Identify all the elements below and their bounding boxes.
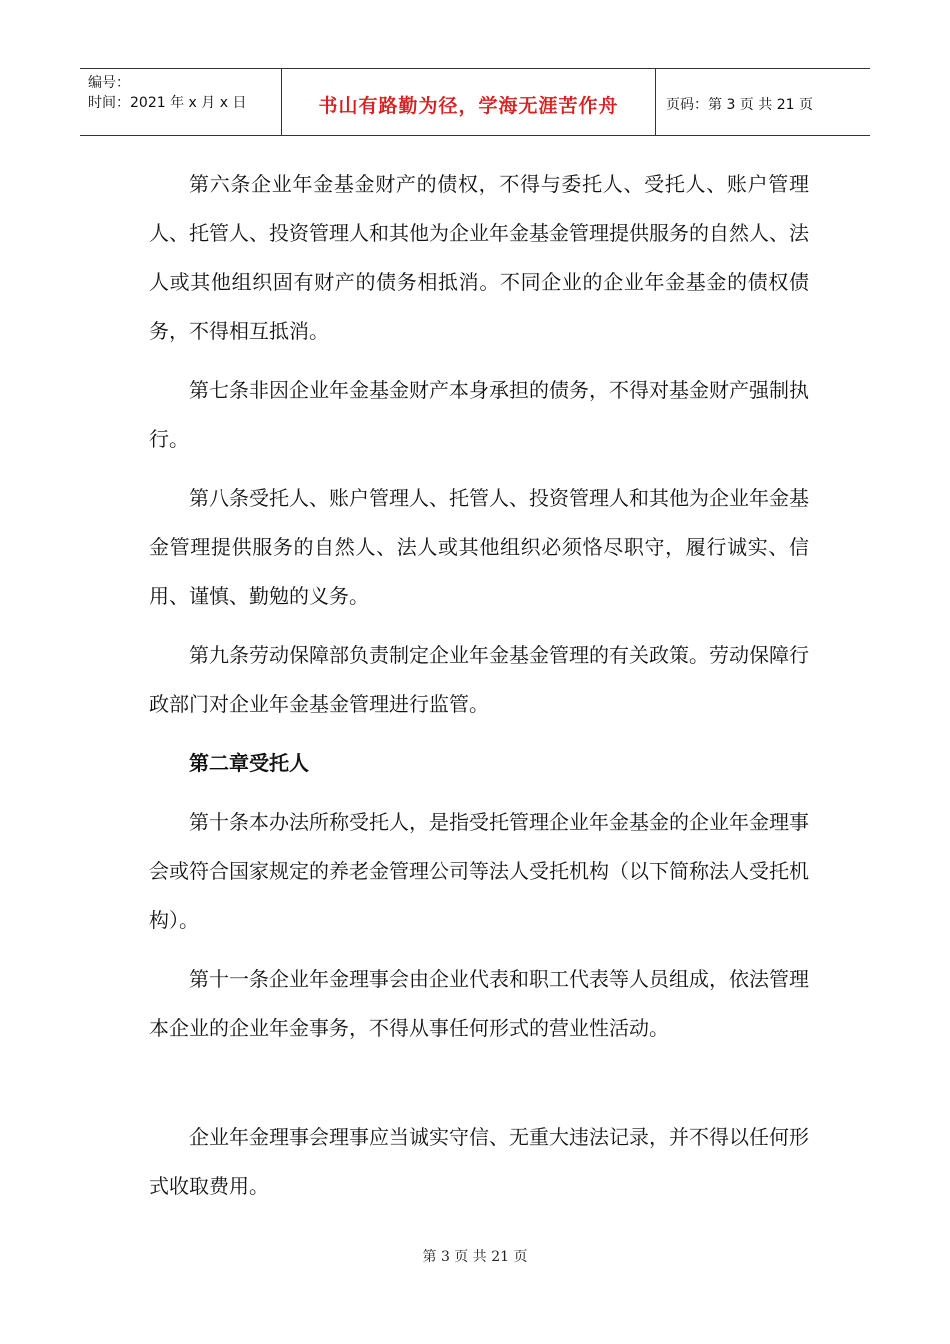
chapter-heading: 第二章受托人 xyxy=(189,751,309,775)
document-body xyxy=(149,160,809,1221)
page-header xyxy=(80,68,870,136)
document-date-label: 时间：2021 年 x 月 x 日 xyxy=(88,95,247,111)
header-motto: 书山有路勤为径，学海无涯苦作舟 xyxy=(318,94,619,117)
article-8: 第八条受托人、账户管理人、托管人、投资管理人和其他为企业年金基金管理提供服务的自然人、法人或其他组织必须恪尽职守，履行诚实、信用、谨慎、勤勉的义务。 xyxy=(149,486,809,608)
header-page-cell xyxy=(656,69,870,135)
page-footer xyxy=(0,1246,950,1266)
article-11: 第十一条企业年金理事会由企业代表和职工代表等人员组成，依法管理本企业的企业年金事务，不得从事任何形式的营业性活动。 xyxy=(149,967,809,1040)
header-motto-cell xyxy=(282,69,656,135)
header-meta-cell xyxy=(80,69,282,135)
paragraph-gap xyxy=(149,1063,809,1113)
council-member-paragraph: 企业年金理事会理事应当诚实守信、无重大违法记录，并不得以任何形式收取费用。 xyxy=(149,1125,809,1198)
article-9: 第九条劳动保障部负责制定企业年金基金管理的有关政策。劳动保障行政部门对企业年金基金管理进行监管。 xyxy=(149,643,809,716)
footer-page-number: 第 3 页 共 21 页 xyxy=(422,1249,528,1265)
article-6: 第六条企业年金基金财产的债权，不得与委托人、受托人、账户管理人、托管人、投资管理人和其他为企业年金基金管理提供服务的自然人、法人或其他组织固有财产的债务相抵消。不同企业的企业年金基金的债权债务，不得相互抵消。 xyxy=(149,172,809,343)
article-7: 第七条非因企业年金基金财产本身承担的债务，不得对基金财产强制执行。 xyxy=(149,378,809,451)
article-10: 第十条本办法所称受托人，是指受托管理企业年金基金的企业年金理事会或符合国家规定的养老金管理公司等法人受托机构（以下简称法人受托机构）。 xyxy=(149,810,809,932)
header-page-info: 页码：第 3 页 共 21 页 xyxy=(666,97,813,113)
document-number-label: 编号： xyxy=(88,75,130,91)
